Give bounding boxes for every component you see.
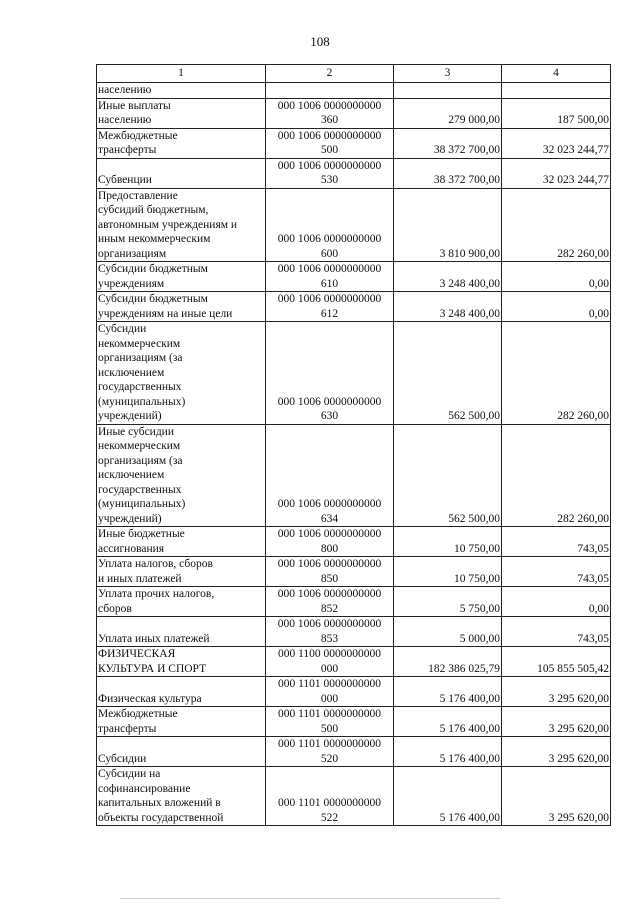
row-value-col3: 5 176 400,00 [394, 707, 502, 737]
table-row [97, 262, 611, 292]
row-value-col3: 5 750,00 [394, 587, 502, 617]
row-name-cell: Предоставление субсидий бюджетным, автономным учреждениям и иным некоммерческим организациям [97, 188, 266, 262]
row-value-col4: 282 260,00 [502, 322, 611, 425]
row-value-col4: 0,00 [502, 587, 611, 617]
row-code-cell: 000 1101 0000000000 520 [266, 737, 394, 767]
row-value-col3 [394, 83, 502, 99]
row-value-col4: 743,05 [502, 557, 611, 587]
row-name-cell: Межбюджетные трансферты [97, 128, 266, 158]
row-name-cell: ФИЗИЧЕСКАЯ КУЛЬТУРА И СПОРТ [97, 647, 266, 677]
row-code-cell: 000 1006 0000000000 634 [266, 424, 394, 527]
row-code-cell: 000 1101 0000000000 000 [266, 677, 394, 707]
header-col-3: 3 [394, 65, 502, 83]
row-value-col4: 0,00 [502, 292, 611, 322]
row-value-col4: 3 295 620,00 [502, 737, 611, 767]
row-value-col4: 743,05 [502, 527, 611, 557]
table-row [97, 587, 611, 617]
row-name-cell: Субвенции [97, 158, 266, 188]
row-value-col3: 38 372 700,00 [394, 158, 502, 188]
row-code-cell: 000 1006 0000000000 850 [266, 557, 394, 587]
row-name-cell: Уплата налогов, сборов и иных платежей [97, 557, 266, 587]
row-value-col3: 3 248 400,00 [394, 292, 502, 322]
row-value-col4: 743,05 [502, 617, 611, 647]
table-row [97, 158, 611, 188]
row-value-col3: 10 750,00 [394, 557, 502, 587]
table-row [97, 128, 611, 158]
row-value-col3: 5 176 400,00 [394, 677, 502, 707]
row-name-cell: населению [97, 83, 266, 99]
table-row [97, 617, 611, 647]
row-name-cell: Иные выплаты населению [97, 98, 266, 128]
table-row [97, 527, 611, 557]
row-value-col3: 279 000,00 [394, 98, 502, 128]
table-row [97, 647, 611, 677]
row-code-cell: 000 1006 0000000000 600 [266, 188, 394, 262]
row-value-col4 [502, 83, 611, 99]
page-number: 108 [310, 34, 330, 49]
row-name-cell: Физическая культура [97, 677, 266, 707]
table-row [97, 322, 611, 425]
row-code-cell: 000 1006 0000000000 630 [266, 322, 394, 425]
table-row [97, 707, 611, 737]
row-name-cell: Иные субсидии некоммерческим организациям (за исключением государственных (муниципальных) учреждений) [97, 424, 266, 527]
scan-edge-line [120, 898, 500, 899]
row-value-col4: 3 295 620,00 [502, 677, 611, 707]
table-row [97, 83, 611, 99]
row-code-cell: 000 1101 0000000000 522 [266, 767, 394, 826]
row-code-cell [266, 83, 394, 99]
row-code-cell: 000 1101 0000000000 500 [266, 707, 394, 737]
table-row [97, 737, 611, 767]
row-code-cell: 000 1006 0000000000 612 [266, 292, 394, 322]
row-value-col4: 282 260,00 [502, 188, 611, 262]
row-value-col3: 5 000,00 [394, 617, 502, 647]
table-body [97, 83, 611, 826]
row-name-cell: Иные бюджетные ассигнования [97, 527, 266, 557]
row-value-col4: 282 260,00 [502, 424, 611, 527]
row-value-col4: 32 023 244,77 [502, 158, 611, 188]
row-code-cell: 000 1006 0000000000 853 [266, 617, 394, 647]
row-value-col3: 10 750,00 [394, 527, 502, 557]
row-name-cell: Уплата прочих налогов, сборов [97, 587, 266, 617]
row-name-cell: Межбюджетные трансферты [97, 707, 266, 737]
row-value-col4: 3 295 620,00 [502, 767, 611, 826]
row-code-cell: 000 1006 0000000000 800 [266, 527, 394, 557]
row-value-col4: 187 500,00 [502, 98, 611, 128]
row-value-col3: 182 386 025,79 [394, 647, 502, 677]
row-value-col3: 5 176 400,00 [394, 767, 502, 826]
row-value-col3: 3 248 400,00 [394, 262, 502, 292]
table-row [97, 424, 611, 527]
table-row [97, 767, 611, 826]
row-code-cell: 000 1006 0000000000 852 [266, 587, 394, 617]
row-code-cell: 000 1006 0000000000 500 [266, 128, 394, 158]
row-code-cell: 000 1100 0000000000 000 [266, 647, 394, 677]
table-row [97, 677, 611, 707]
header-col-4: 4 [502, 65, 611, 83]
row-value-col3: 5 176 400,00 [394, 737, 502, 767]
row-name-cell: Субсидии бюджетным учреждениям на иные цели [97, 292, 266, 322]
row-value-col3: 3 810 900,00 [394, 188, 502, 262]
row-name-cell: Субсидии бюджетным учреждениям [97, 262, 266, 292]
row-name-cell: Уплата иных платежей [97, 617, 266, 647]
row-code-cell: 000 1006 0000000000 610 [266, 262, 394, 292]
row-value-col4: 3 295 620,00 [502, 707, 611, 737]
budget-table [96, 64, 611, 826]
row-value-col4: 105 855 505,42 [502, 647, 611, 677]
header-row [97, 65, 611, 83]
row-value-col3: 562 500,00 [394, 424, 502, 527]
table-row [97, 557, 611, 587]
row-code-cell: 000 1006 0000000000 530 [266, 158, 394, 188]
header-col-1: 1 [97, 65, 266, 83]
row-value-col4: 0,00 [502, 262, 611, 292]
table-row [97, 188, 611, 262]
row-name-cell: Субсидии на софинансирование капитальных вложений в объекты государственной [97, 767, 266, 826]
table-row [97, 292, 611, 322]
row-value-col3: 38 372 700,00 [394, 128, 502, 158]
row-value-col4: 32 023 244,77 [502, 128, 611, 158]
table-row [97, 98, 611, 128]
row-code-cell: 000 1006 0000000000 360 [266, 98, 394, 128]
row-name-cell: Субсидии [97, 737, 266, 767]
row-name-cell: Субсидии некоммерческим организациям (за исключением государственных (муниципальных) учреждений) [97, 322, 266, 425]
header-col-2: 2 [266, 65, 394, 83]
row-value-col3: 562 500,00 [394, 322, 502, 425]
